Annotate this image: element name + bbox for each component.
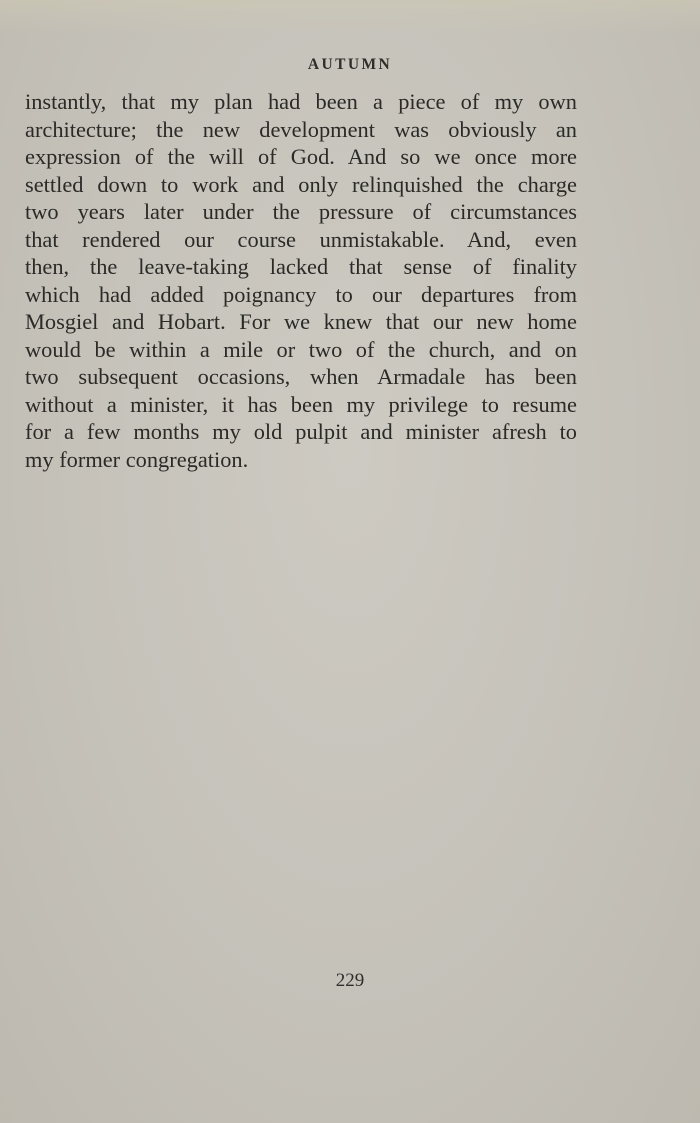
text-line: without a minister, it has been my privilege to resume: [25, 391, 577, 417]
text-line: two subsequent occasions, when Armadale has been: [25, 364, 577, 389]
text-line: would be within a mile or two of the church, and on: [25, 336, 577, 362]
text-line: settled down to work and only relinquished the charge: [25, 171, 577, 197]
text-line: which had added poignancy to our departures from: [25, 281, 577, 307]
text-line: my former congregation.: [25, 446, 249, 472]
text-line: then, the leave-taking lacked that sense of finality: [25, 254, 577, 279]
text-line: for a few months my old pulpit and minister afresh to: [25, 419, 577, 444]
text-line: that rendered our course unmistakable. And, even: [25, 226, 577, 252]
text-line: expression of the will of God. And so we once more: [25, 144, 577, 169]
text-line: two years later under the pressure of circumstances: [25, 199, 577, 224]
page-number: 229: [335, 970, 365, 991]
running-head: AUTUMN: [307, 56, 393, 73]
text-line: architecture; the new development was obviously an: [25, 116, 577, 142]
text-line: Mosgiel and Hobart. For we knew that our new home: [25, 309, 577, 334]
page-edge-stain: [0, 0, 700, 34]
body-paragraph: [25, 88, 577, 473]
text-line: instantly, that my plan had been a piece of my own: [25, 89, 577, 114]
